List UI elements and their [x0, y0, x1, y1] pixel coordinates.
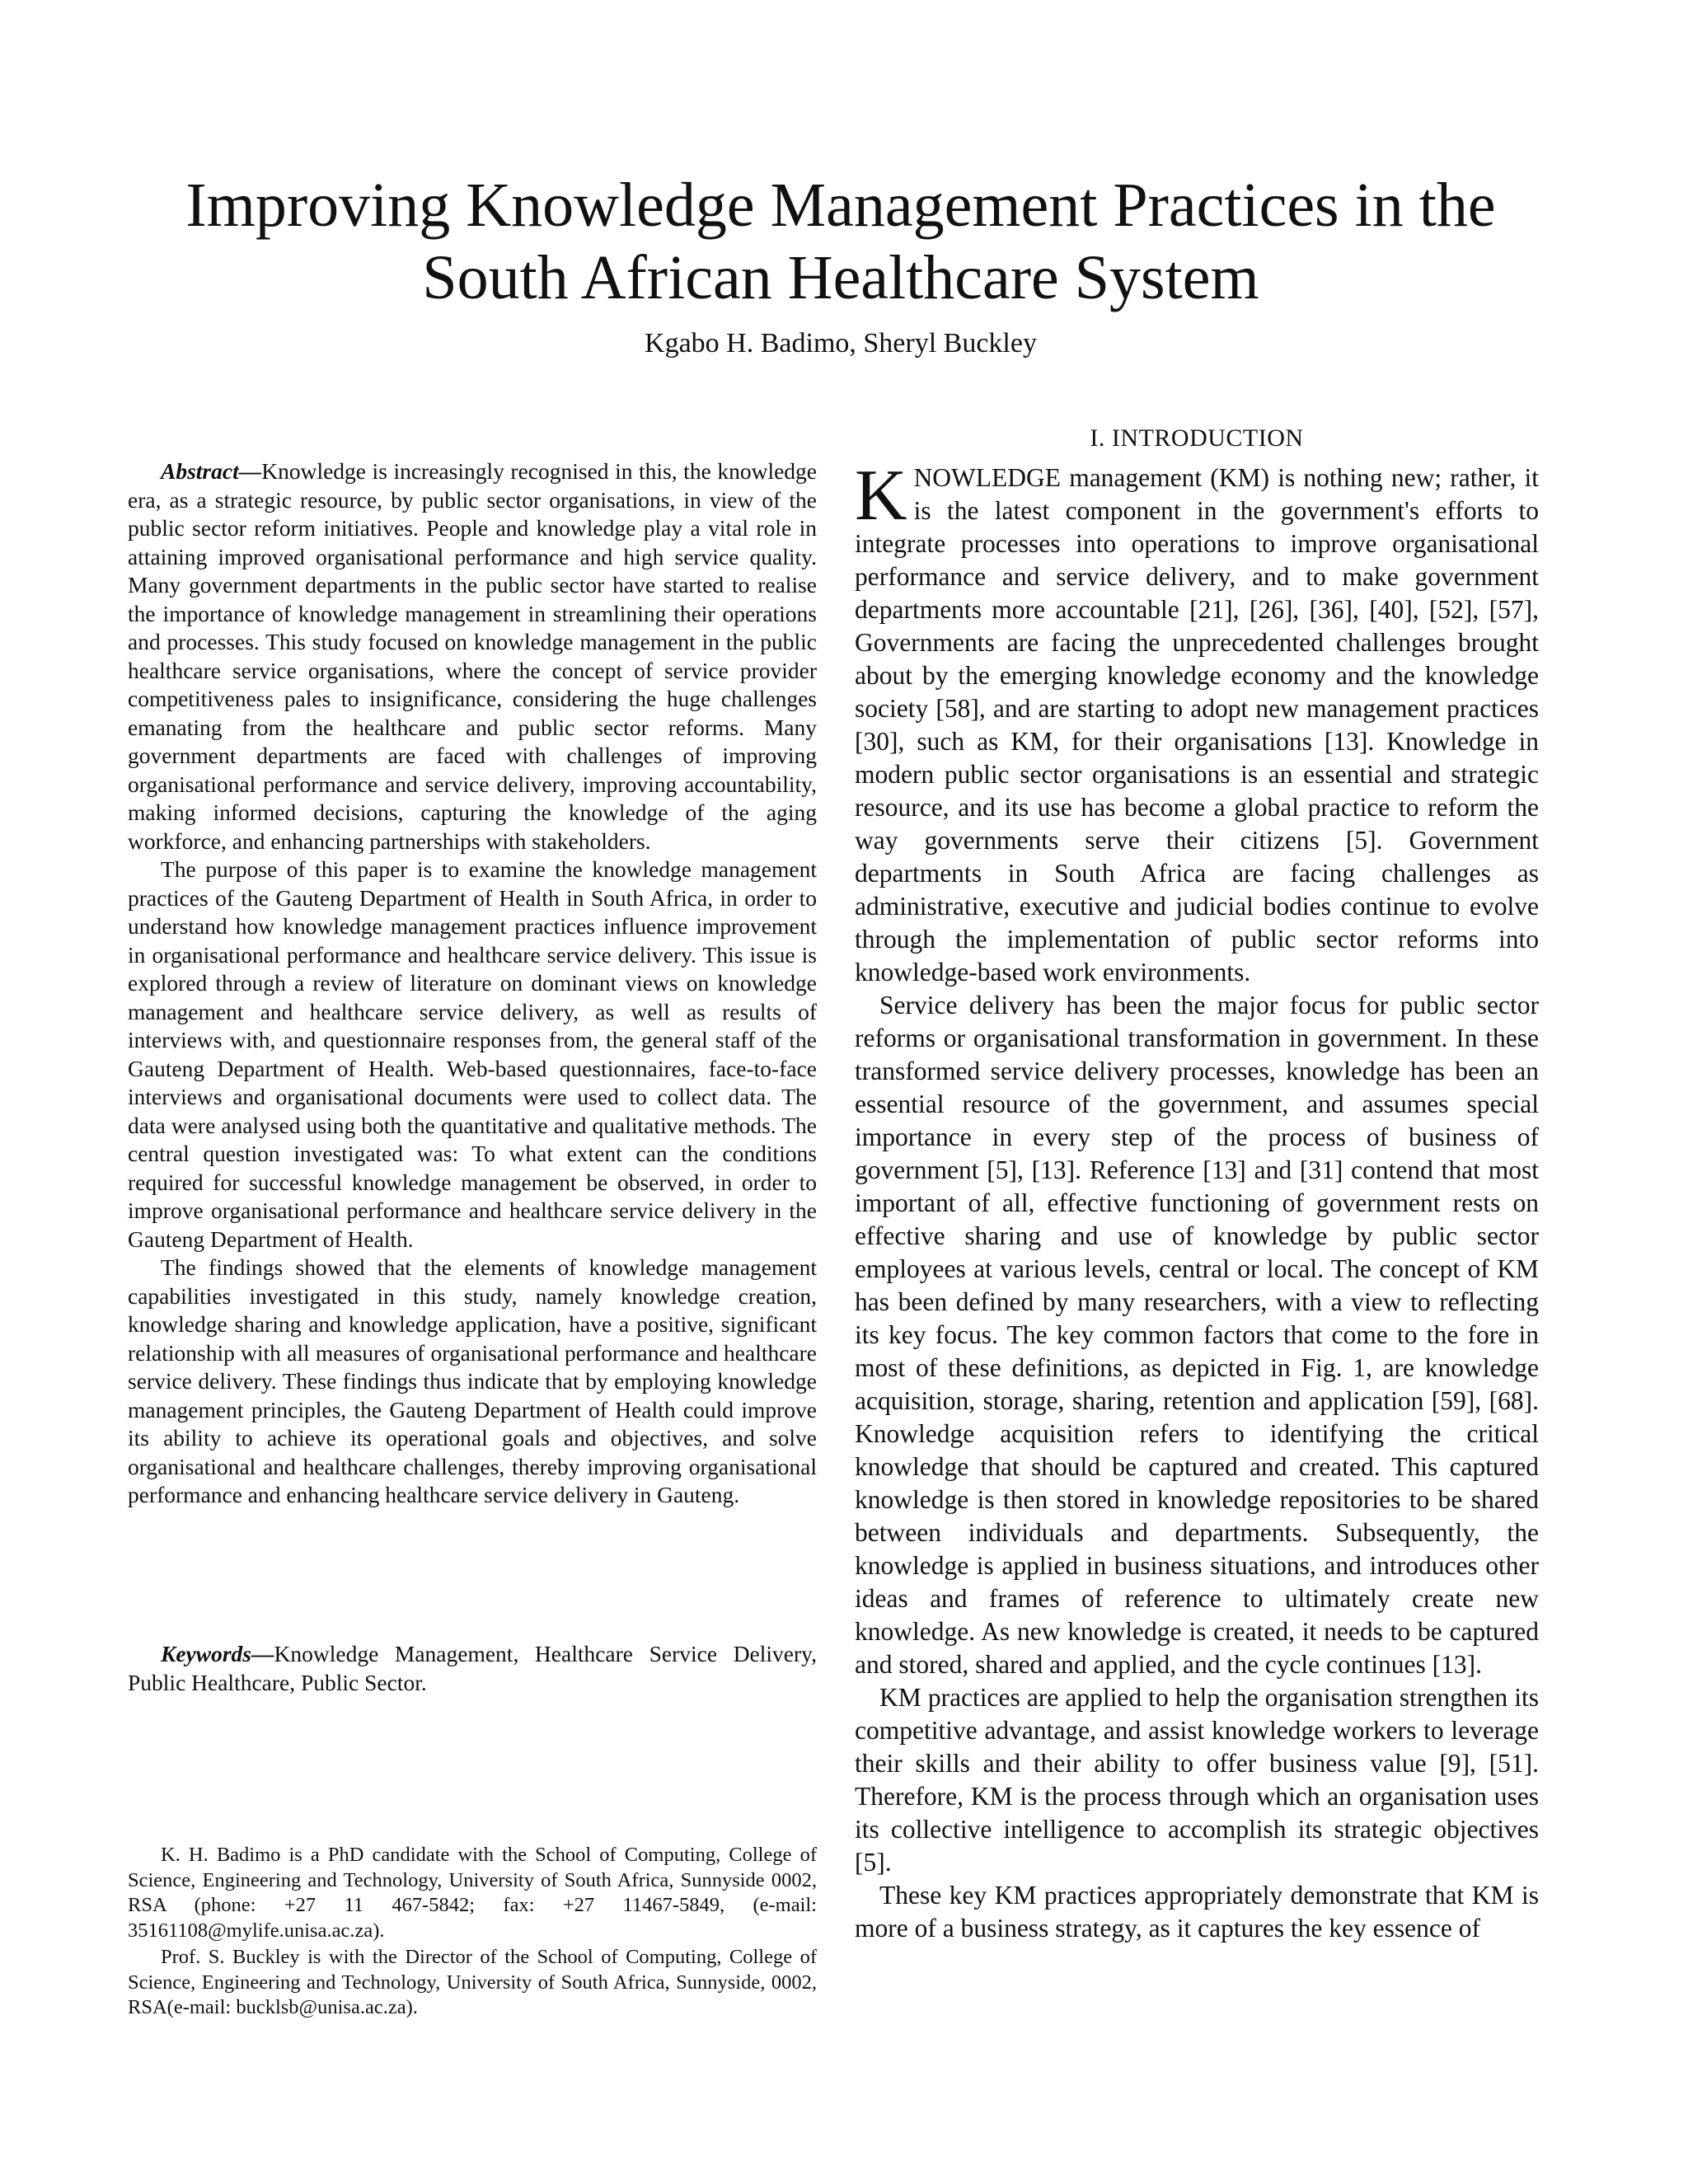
paper-title	[99, 169, 1582, 314]
abstract-section	[128, 457, 817, 1510]
keywords-paragraph	[128, 1640, 817, 1697]
keywords-text: Knowledge Management, Healthcare Service Delivery, Public Healthcare, Public Sector.	[128, 1641, 817, 1695]
keywords-label: Keywords	[161, 1641, 251, 1666]
title-line-2: South African Healthcare System	[422, 243, 1259, 312]
introduction-paragraph-2: Service delivery has been the major focus for public sector reforms or organisational transformation in government. In these transformed service delivery processes, knowledge has been an essential resource of the government, and assumes special importance in every step of the process of business of government [5], [13]. Reference [13] and [31] contend that most important of all, effective functioning of government rests on effective sharing and use of knowledge by public sector employees at various levels, central or local. The concept of KM has been defined by many researchers, with a view to reflecting its key focus. The key common factors that come to the fore in most of these definitions, as depicted in Fig. 1, are knowledge acquisition, storage, sharing, retention and application [59], [68]. Knowledge acquisition refers to identifying the critical knowledge that should be captured and created. This captured knowledge is then stored in knowledge repositories to be shared between individuals and departments. Subsequently, the knowledge is applied in business situations, and introduces other ideas and frames of reference to ultimately create new knowledge. As new knowledge is created, it needs to be captured and stored, shared and applied, and the cycle continues [13].	[855, 991, 1539, 1679]
section-heading-introduction: I. INTRODUCTION	[1090, 424, 1304, 452]
abstract-paragraph-3: The findings showed that the elements of knowledge management capabilities investigated in this study, namely knowledge creation, knowledge sharing and knowledge application, have a positive, significant relationship with all measures of organisational performance and healthcare service delivery. These findings thus indicate that by employing knowledge management principles, the Gauteng Department of Health could improve its ability to achieve its operational goals and objectives, and solve organisational and healthcare challenges, thereby improving organisational performance and enhancing healthcare service delivery in Gauteng.	[128, 1254, 817, 1507]
keywords-separator: —	[251, 1641, 274, 1666]
abstract-text-1: Knowledge is increasingly recognised in this, the knowledge era, as a strategic resource, by public sector organisations, in view of the public sector reform initiatives. People and knowledge play a vital role in attaining improved organisational performance and high service quality. Many government departments in the public sector have started to realise the importance of knowledge management in streamlining their operations and processes. This study focused on knowledge management in the public healthcare service organisations, where the concept of service provider competitiveness pales to insignificance, considering the huge challenges emanating from the healthcare and public sector reforms. Many government departments are faced with challenges of improving organisational performance and service delivery, improving accountability, making informed decisions, capturing the knowledge of the aging workforce, and enhancing partnerships with stakeholders.	[128, 458, 817, 854]
abstract-separator: —	[238, 458, 262, 484]
introduction-section	[855, 456, 1539, 1945]
introduction-text-1: NOWLEDGE management (KM) is nothing new; rather, it is the latest component in the government's efforts to integrate processes into operations to improve organisational performance and service delivery, and to make government departments more accountable [21], [26], [36], [40], [52], [57], Governments are facing the unprecedented challenges brought about by the emerging knowledge economy and the knowledge society [58], and are starting to adopt new management practices [30], such as KM, for their organisations [13]. Knowledge in modern public sector organisations is an essential and strategic resource, and its use has become a global practice to reform the way governments serve their citizens [5]. Government departments in South Africa are facing challenges as administrative, executive and judicial bodies continue to evolve through the implementation of public sector reforms into knowledge-based work environments.	[855, 463, 1539, 987]
title-line-1: Improving Knowledge Management Practices in the	[185, 171, 1496, 240]
author-list: Kgabo H. Badimo, Sheryl Buckley	[645, 328, 1037, 359]
abstract-paragraph-2: The purpose of this paper is to examine the knowledge management practices of the Gauteng Department of Health in South Africa, in order to understand how knowledge management practices influence improvement in organisational performance and healthcare service delivery. This issue is explored through a review of literature on dominant views on knowledge management and healthcare service delivery, as well as results of interviews with, and questionnaire responses from, the general staff of the Gauteng Department of Health. Web-based questionnaires, face-to-face interviews and organisational documents were used to collect data. The data were analysed using both the quantitative and qualitative methods. The central question investigated was: To what extent can the conditions required for successful knowledge management be observed, in order to improve organisational performance and healthcare service delivery in the Gauteng Department of Health.	[128, 856, 817, 1252]
drop-cap-letter: K	[855, 456, 907, 536]
introduction-paragraph-3: KM practices are applied to help the organisation strengthen its competitive advantage, and assist knowledge workers to leverage their skills and their ability to offer business value [9], [51]. Therefore, KM is the process through which an organisation uses its collective intelligence to accomplish its strategic objectives [5].	[855, 1683, 1539, 1877]
footnote-badimo: K. H. Badimo is a PhD candidate with the School of Computing, College of Science, Engineering and Technology, University of South Africa, Sunnyside 0002, RSA (phone: +27 11 467-5842; fax: +27 11467-5849, (e-mail: 35161108@mylife.unisa.ac.za).	[128, 1844, 817, 1942]
abstract-paragraph-1	[128, 457, 817, 855]
introduction-paragraph-4: These key KM practices appropriately demonstrate that KM is more of a business strategy, as it captures the key essence of	[855, 1881, 1539, 1943]
introduction-paragraph-1	[855, 456, 1539, 989]
author-footnotes	[128, 1843, 817, 2022]
footnote-buckley: Prof. S. Buckley is with the Director of the School of Computing, College of Science, Engineering and Technology, University of South Africa, Sunnyside, 0002, RSA(e-mail: bucklsb@unisa.ac.za).	[128, 1946, 817, 2018]
keywords-section	[128, 1640, 817, 1697]
abstract-label: Abstract	[161, 458, 239, 484]
